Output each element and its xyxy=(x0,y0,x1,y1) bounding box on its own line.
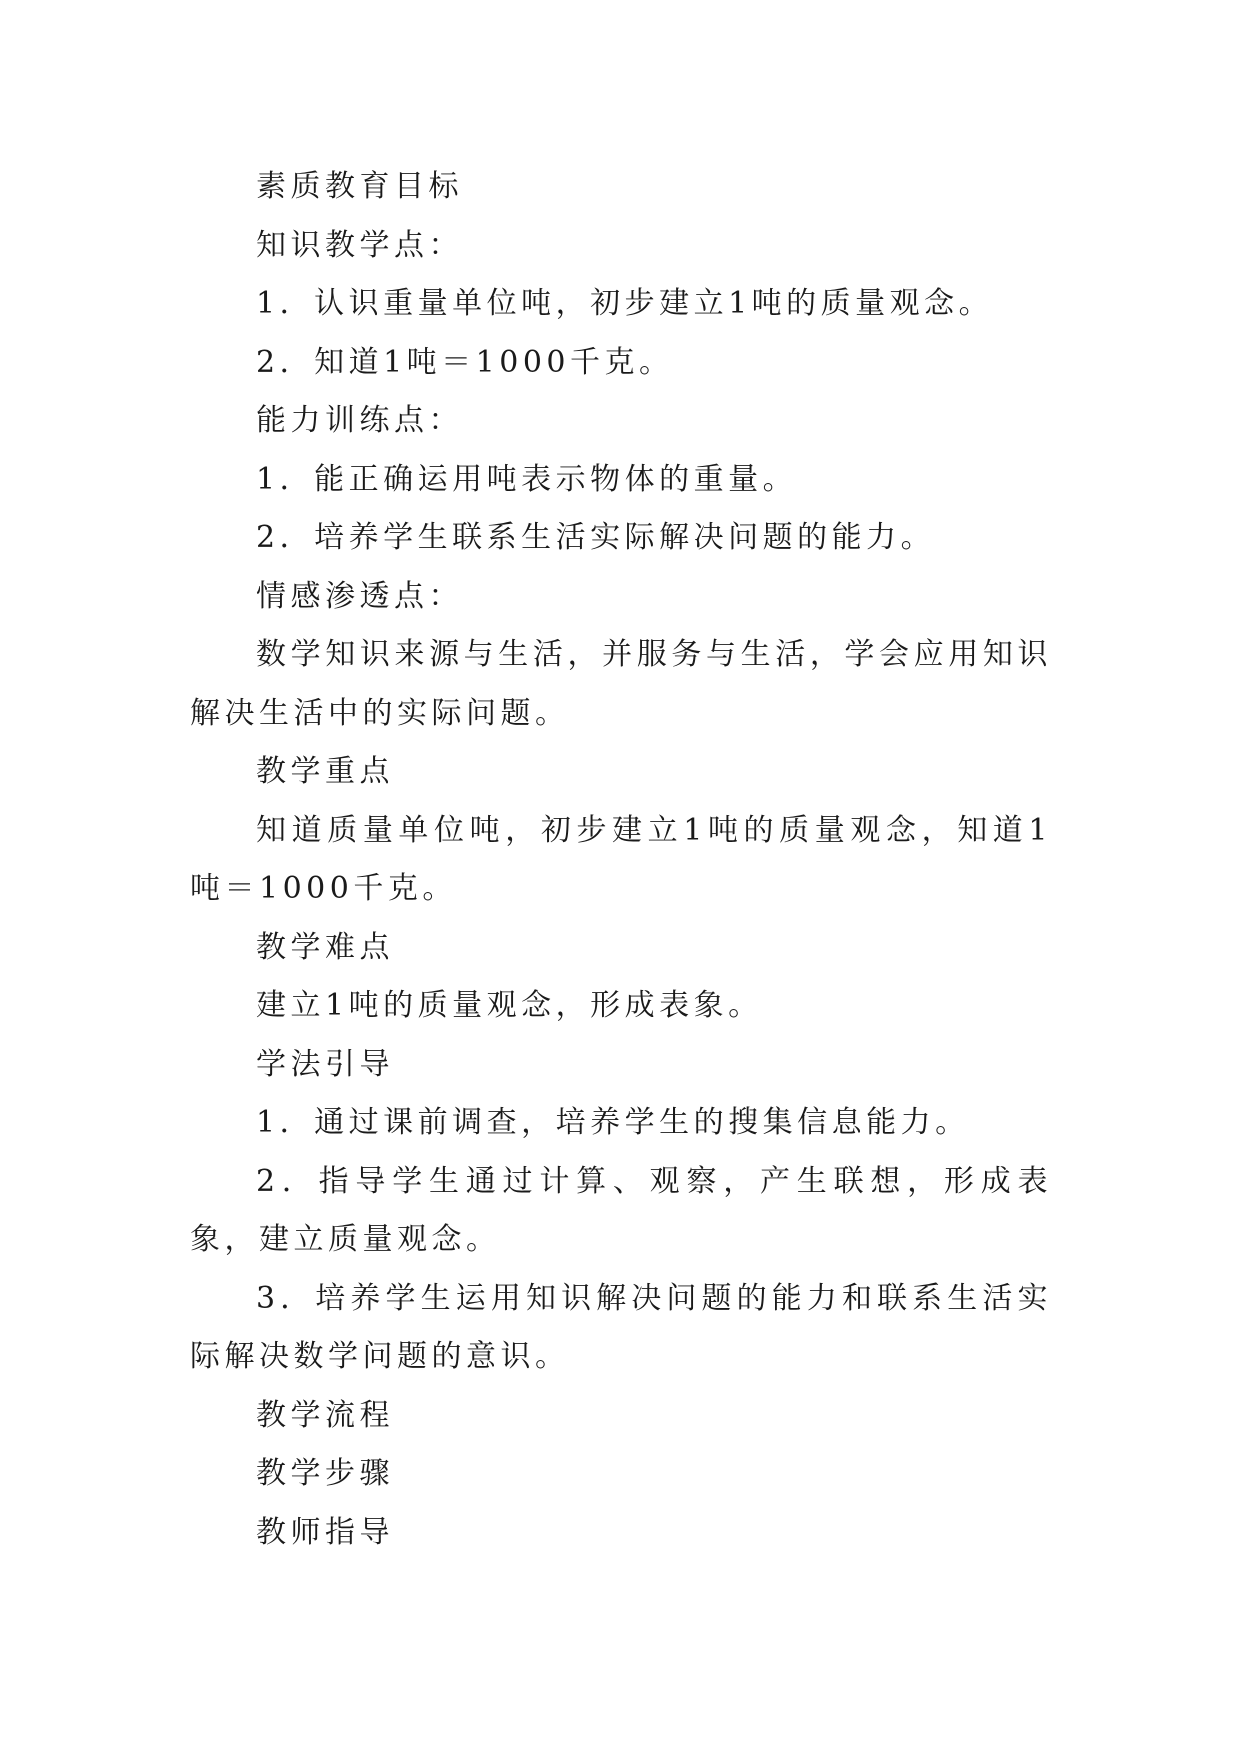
document-body xyxy=(190,158,1052,1562)
list-item: 2．知道1吨＝1000千克。 xyxy=(256,344,674,380)
heading-teaching-steps: 教学步骤 xyxy=(256,1456,394,1491)
list-item: 1．通过课前调查，培养学生的搜集信息能力。 xyxy=(256,1105,970,1140)
paragraph: 数学知识来源与生活，并服务与生活，学会应用知识解决生活中的实际问题。 xyxy=(190,637,1052,731)
paragraph: 知道质量单位吨，初步建立1吨的质量观念，知道1吨＝1000千克。 xyxy=(190,812,1052,906)
heading-quality-education-goals: 素质教育目标 xyxy=(256,169,463,204)
heading-knowledge-points: 知识教学点： xyxy=(256,227,463,263)
heading-teaching-focus: 教学重点 xyxy=(256,754,394,789)
paragraph: 建立1吨的质量观念，形成表象。 xyxy=(256,988,763,1023)
list-item: 3．培养学生运用知识解决问题的能力和联系生活实际解决数学问题的意识。 xyxy=(190,1280,1052,1374)
heading-teaching-flow: 教学流程 xyxy=(256,1397,394,1433)
list-item: 2．指导学生通过计算、观察，产生联想，形成表象，建立质量观念。 xyxy=(190,1163,1052,1257)
list-item: 2．培养学生联系生活实际解决问题的能力。 xyxy=(256,520,936,555)
heading-teaching-difficulty: 教学难点 xyxy=(256,929,394,965)
heading-learning-guidance: 学法引导 xyxy=(256,1046,394,1082)
heading-ability-points: 能力训练点： xyxy=(256,403,463,438)
list-item: 1．能正确运用吨表示物体的重量。 xyxy=(256,461,798,497)
list-item: 1．认识重量单位吨，初步建立1吨的质量观念。 xyxy=(256,286,994,321)
heading-teacher-guidance: 教师指导 xyxy=(256,1514,394,1550)
heading-emotion-points: 情感渗透点： xyxy=(256,578,463,614)
